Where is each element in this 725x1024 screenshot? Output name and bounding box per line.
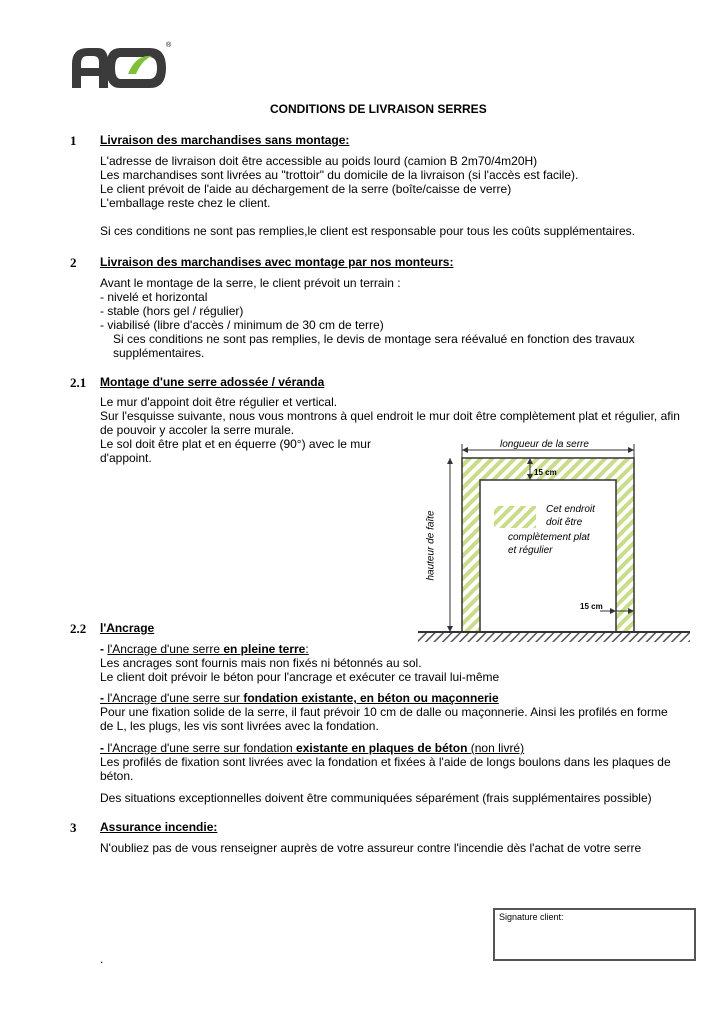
- anchor-full-soil-line: Le client doit prévoir le béton pour l'ancrage et exécuter ce travail lui-même: [100, 670, 500, 684]
- section-3-heading: Assurance incendie:: [100, 820, 218, 834]
- section-2-line: Avant le montage de la serre, le client prévoit un terrain :: [100, 276, 401, 290]
- legend-line: complètement plat: [508, 532, 590, 543]
- section-2-1-line: Le sol doit être plat et en équerre (90°) avec le mur: [100, 437, 371, 451]
- anchor-suffix: (non livré): [467, 741, 525, 755]
- section-2-line: - stable (hors gel / régulier): [100, 304, 244, 318]
- page-title: CONDITIONS DE LIVRAISON SERRES: [270, 102, 487, 116]
- legend-line: et régulier: [508, 545, 553, 556]
- section-2-2-note: Des situations exceptionnelles doivent être communiquées séparément (frais supplémentaires possible): [100, 791, 652, 805]
- length-label: longueur de la serre: [500, 439, 589, 450]
- registered-mark: ®: [166, 42, 172, 49]
- section-3-line: N'oubliez pas de vous renseigner auprès de votre assureur contre l'incendie dès l'achat de votre serre: [100, 841, 642, 855]
- legend-line: Cet endroit: [546, 504, 595, 515]
- section-2-2-heading: l'Ancrage: [100, 621, 155, 635]
- anchor-plates-line: Les profilés de fixation sont livrées avec la fondation et fixées à l'aide de longs boulons dans les plaques de: [100, 755, 671, 769]
- section-2-1-line: de pouvoir y accoler la serre murale.: [100, 423, 295, 437]
- section-1-line: L'adresse de livraison doit être accessible au poids lourd (camion B 2m70/4m20H): [100, 154, 538, 168]
- section-2-1-line: d'appoint.: [100, 451, 152, 465]
- legend-line: doit être: [546, 517, 583, 528]
- signature-label: Signature client:: [499, 912, 564, 922]
- anchor-text: l'Ancrage d'une serre sur: [107, 691, 244, 705]
- section-1-line: Les marchandises sont livrées au "trottoir" du domicile de la livraison (si l'accès est facile).: [100, 168, 579, 182]
- section-2-line: Si ces conditions ne sont pas remplies, le devis de montage sera réévalué en fonction des travaux: [113, 332, 635, 346]
- acd-logo-graphic: [70, 44, 170, 90]
- section-2-line: - nivelé et horizontal: [100, 290, 208, 304]
- anchor-dash: -: [100, 741, 108, 755]
- section-1-number: 1: [70, 133, 77, 148]
- height-label: hauteur de faîte: [425, 510, 437, 581]
- anchor-dash: -: [100, 642, 108, 656]
- section-2-1-line: Le mur d'appoint doit être régulier et vertical.: [100, 395, 338, 409]
- anchor-bold: fondation existante, en béton ou maçonnerie: [243, 691, 499, 705]
- section-1-line: L'emballage reste chez le client.: [100, 196, 271, 210]
- section-3-number: 3: [70, 820, 77, 835]
- anchor-plates-title: [100, 741, 524, 755]
- anchor-foundation-line: Pour une fixation solide de la serre, il faut prévoir 10 cm de dalle ou maçonnerie. Ainsi les profilés en forme: [100, 705, 668, 719]
- section-1-heading: Livraison des marchandises sans montage:: [100, 133, 350, 147]
- anchor-text: l'Ancrage d'une serre: [107, 642, 224, 656]
- dim-side-label: 15 cm: [580, 602, 603, 611]
- section-2-1-line: Sur l'esquisse suivante, nous vous montrons à quel endroit le mur doit être complètement plat et régulier, afin: [100, 409, 680, 423]
- company-logo: [70, 44, 170, 90]
- anchor-bold: en pleine terre: [223, 642, 306, 656]
- anchor-bold: existante en plaques de béton: [296, 741, 468, 755]
- anchor-plates-line: béton.: [100, 769, 134, 783]
- section-2-1-number: 2.1: [70, 375, 87, 390]
- anchor-text: l'Ancrage d'une serre sur fondation: [107, 741, 297, 755]
- anchor-foundation-title: [100, 691, 499, 705]
- signature-box[interactable]: [493, 908, 696, 961]
- section-2-number: 2: [70, 255, 77, 270]
- section-2-line: - viabilisé (libre d'accès / minimum de 30 cm de terre): [100, 318, 384, 332]
- anchor-full-soil-title: [100, 642, 309, 656]
- dim-top-label: 15 cm: [534, 468, 557, 477]
- section-1-note: Si ces conditions ne sont pas remplies,le client est responsable pour tous les coûts supplémentaires.: [100, 224, 635, 238]
- anchor-full-soil-line: Les ancrages sont fournis mais non fixés ni bétonnés au sol.: [100, 656, 422, 670]
- anchor-colon: :: [305, 642, 309, 656]
- legend-swatch: [494, 506, 536, 528]
- section-2-2-number: 2.2: [70, 621, 87, 636]
- section-2-heading: Livraison des marchandises avec montage par nos monteurs:: [100, 255, 454, 269]
- ground-hatch: [418, 632, 690, 642]
- section-2-line: supplémentaires.: [113, 346, 205, 360]
- anchor-foundation-line: de L, les plugs, les vis sont livrées avec la fondation.: [100, 719, 379, 733]
- section-1-line: Le client prévoit de l'aide au déchargement de la serre (boîte/caisse de verre): [100, 182, 512, 196]
- greenhouse-wall-diagram: [410, 436, 700, 648]
- section-2-1-heading: Montage d'une serre adossée / véranda: [100, 375, 325, 389]
- anchor-dash: -: [100, 691, 108, 705]
- footer-dot: .: [100, 952, 104, 966]
